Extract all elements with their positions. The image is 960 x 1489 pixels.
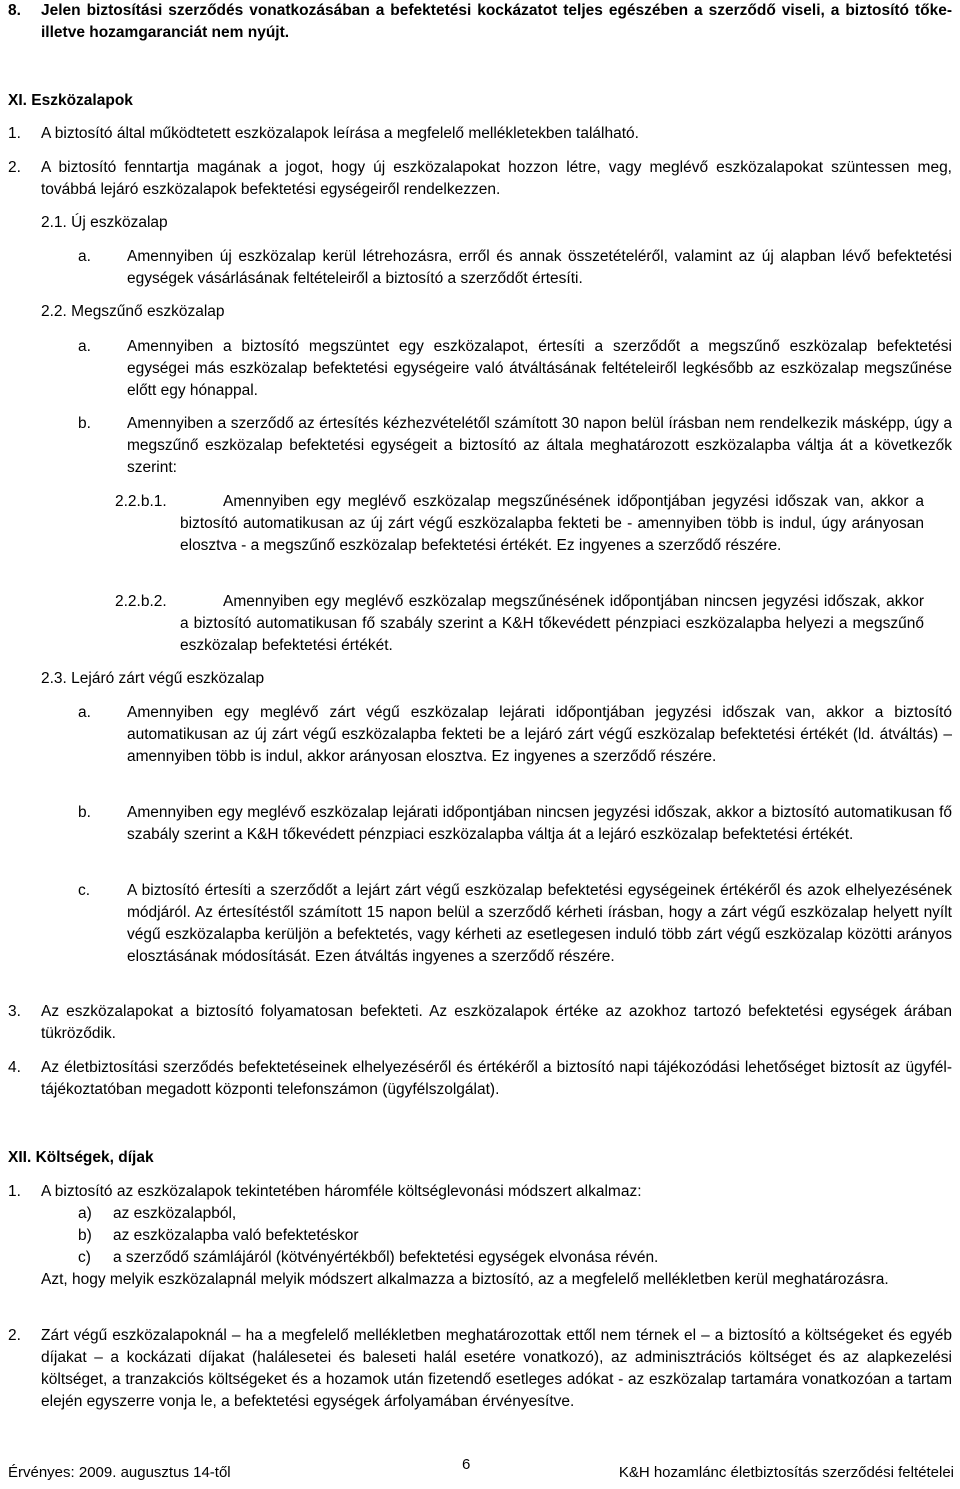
xi-item-2-text: A biztosító fenntartja magának a jogot, hogy új eszközalapokat hozzon létre, vagy meglévő eszközalapokat szüntessen meg, továbbá lejáró eszközalapok befektetési egységeiről rendelkezzen. <box>41 159 952 198</box>
s22-b2-label: 2.2.b.2. <box>115 593 167 610</box>
s22-a-text: Amennyiben a biztosító megszüntet egy eszközalapot, értesíti a szerződőt a megszűnő eszközalap befektetési egységei más eszközalap befektetési egységeire való átváltásának feltételeiről legkésőbb az eszközalap megszűnése előtt egy hónappal. <box>127 338 952 399</box>
xii-item-2-text: Zárt végű eszközalapoknál – ha a megfelelő mellékletben meghatározottak ettől nem térnek el – a biztosító a költségeket és egyéb díjakat – a kockázati díjakat (halálesetei és baleseti halál esetére vonatkozó), az adminisztrációs költséget és az alapkezelési költséget, a tranzakciós költségeket és a hozamok után fizetendő esetleges adókat - az eszközalap tartamára vonatkozóan a tartam elején egyszerre vonja le, a befektetési egységek árfolyamában érvényesítve. <box>41 1327 952 1410</box>
page-footer <box>0 1458 960 1488</box>
xii-option-a-label: a) <box>78 1205 92 1222</box>
s23-c-text: A biztosító értesíti a szerződőt a lejárt zárt végű eszközalap befektetési egységeinek értékéről és azok elhelyezésének módjáról. Az értesítéstől számított 15 napon belül a szerződő kérheti írásban, hogy a zárt végű eszközalap helyett nyílt végű eszközalapba kerüljön a befektetés, vagy kérheti az esetlegesen induló több zárt végű eszközalap közötti arányos elosztásának módosítását. Ezen átváltás ingyenes a szerződő részére. <box>127 882 952 965</box>
xii-item-1-intro: A biztosító az eszközalapok tekintetében háromféle költséglevonási módszert alkalmaz: <box>41 1183 642 1200</box>
section-xi-heading: XI. Eszközalapok <box>8 92 133 109</box>
s23-b-label: b. <box>78 804 91 821</box>
footer-product-title: K&H hozamlánc életbiztosítás szerződési feltételei <box>618 1464 954 1481</box>
subsection-2-3-heading: 2.3. Lejáró zárt végű eszközalap <box>41 670 265 687</box>
subsection-2-2-heading: 2.2. Megszűnő eszközalap <box>41 303 225 320</box>
xi-item-3-text: Az eszközalapokat a biztosító folyamatosan befekteti. Az eszközalapok értéke az azokhoz tartozó befektetési egységek árában tükröződik. <box>41 1003 952 1042</box>
s22-b-label: b. <box>78 415 91 432</box>
xi-item-4-text: Az életbiztosítási szerződés befektetéseinek elhelyezéséről és értékéről a biztosító napi tájékozódási lehetőséget biztosít az ügyfél-tájékoztatóban megadott központi telefonszámon (ügyfélszolgálat). <box>41 1059 952 1098</box>
xi-item-3-number: 3. <box>8 1003 21 1020</box>
s23-a-text: Amennyiben egy meglévő zárt végű eszközalap lejárati időpontjában jegyzési időszak van, akkor a biztosító automatikusan az új zárt végű eszközalapba fekteti be a lejáró zárt végű eszközalap befektetési értékét (ld. átváltás) – amennyiben több is indul, akkor arányosan elosztva. Ez ingyenes a szerződő részére. <box>127 704 952 765</box>
s23-c-label: c. <box>78 882 91 899</box>
xii-option-c-label: c) <box>78 1249 91 1266</box>
page-number: 6 <box>462 1456 471 1473</box>
s22-b1-label: 2.2.b.1. <box>115 493 167 510</box>
s22-b1-text: Amennyiben egy meglévő eszközalap megszűnésének időpontjában jegyzési időszak van, akkor a biztosító automatikusan az új zárt végű eszközalapba fekteti be - amennyiben több is indul, úgy arányosan elosztva - a megszűnő eszközalap befektetési értékét. Ez ingyenes a szerződő részére. <box>180 493 924 554</box>
s21-a-text: Amennyiben új eszközalap kerül létrehozásra, erről és annak összetételéről, valamint az új alapban lévő befektetési egységek vásárlásának feltételeiről a biztosító a szerződőt értesíti. <box>127 248 952 287</box>
xii-option-b-text: az eszközalapba való befektetéskor <box>113 1227 359 1244</box>
xii-item-1-number: 1. <box>8 1183 21 1200</box>
footer-validity: Érvényes: 2009. augusztus 14-től <box>8 1464 231 1481</box>
section-xii-heading: XII. Költségek, díjak <box>8 1149 154 1166</box>
xii-option-a-text: az eszközalapból, <box>113 1205 237 1222</box>
xii-option-c-text: a szerződő számlájáról (kötvényértékből) befektetési egységek elvonása révén. <box>113 1249 659 1266</box>
s23-b-text: Amennyiben egy meglévő eszközalap lejárati időpontjában nincsen jegyzési időszak, akkor a biztosító automatikusan fő szabály szerint a K&H tőkevédett pénzpiaci eszközalapba váltja át a lejáró eszközalap befektetési értékét. <box>127 804 952 843</box>
xi-item-1-text: A biztosító által működtetett eszközalapok leírása a megfelelő mellékletekben található. <box>41 125 639 142</box>
xi-item-2-number: 2. <box>8 159 21 176</box>
s23-a-label: a. <box>78 704 91 721</box>
s22-a-label: a. <box>78 338 91 355</box>
xii-item-2-number: 2. <box>8 1327 21 1344</box>
section-8-text: Jelen biztosítási szerződés vonatkozásában a befektetési kockázatot teljes egészében a szerződő viseli, a biztosító tőke- illetve hozamgaranciát nem nyújt. <box>41 2 952 41</box>
xi-item-1-number: 1. <box>8 125 21 142</box>
xii-option-b-label: b) <box>78 1227 92 1244</box>
s22-b2-text: Amennyiben egy meglévő eszközalap megszűnésének időpontjában nincsen jegyzési időszak, akkor a biztosító automatikusan fő szabály szerint a K&H tőkevédett pénzpiaci eszközalapba helyezi a megszűnő eszközalap befektetési értékét. <box>180 593 924 654</box>
s21-a-label: a. <box>78 248 91 265</box>
section-8-number: 8. <box>8 2 21 19</box>
xii-item-1-outro: Azt, hogy melyik eszközalapnál melyik módszert alkalmazza a biztosító, az a megfelelő mellékletben kerül meghatározásra. <box>41 1271 889 1288</box>
xi-item-4-number: 4. <box>8 1059 21 1076</box>
s22-b-text: Amennyiben a szerződő az értesítés kézhezvételétől számított 30 napon belül írásban nem rendelkezik másképp, úgy a megszűnő eszközalap befektetési egységeit a biztosító az általa meghatározott eszközalapba váltja át a következők szerint: <box>127 415 952 476</box>
subsection-2-1-heading: 2.1. Új eszközalap <box>41 214 168 231</box>
